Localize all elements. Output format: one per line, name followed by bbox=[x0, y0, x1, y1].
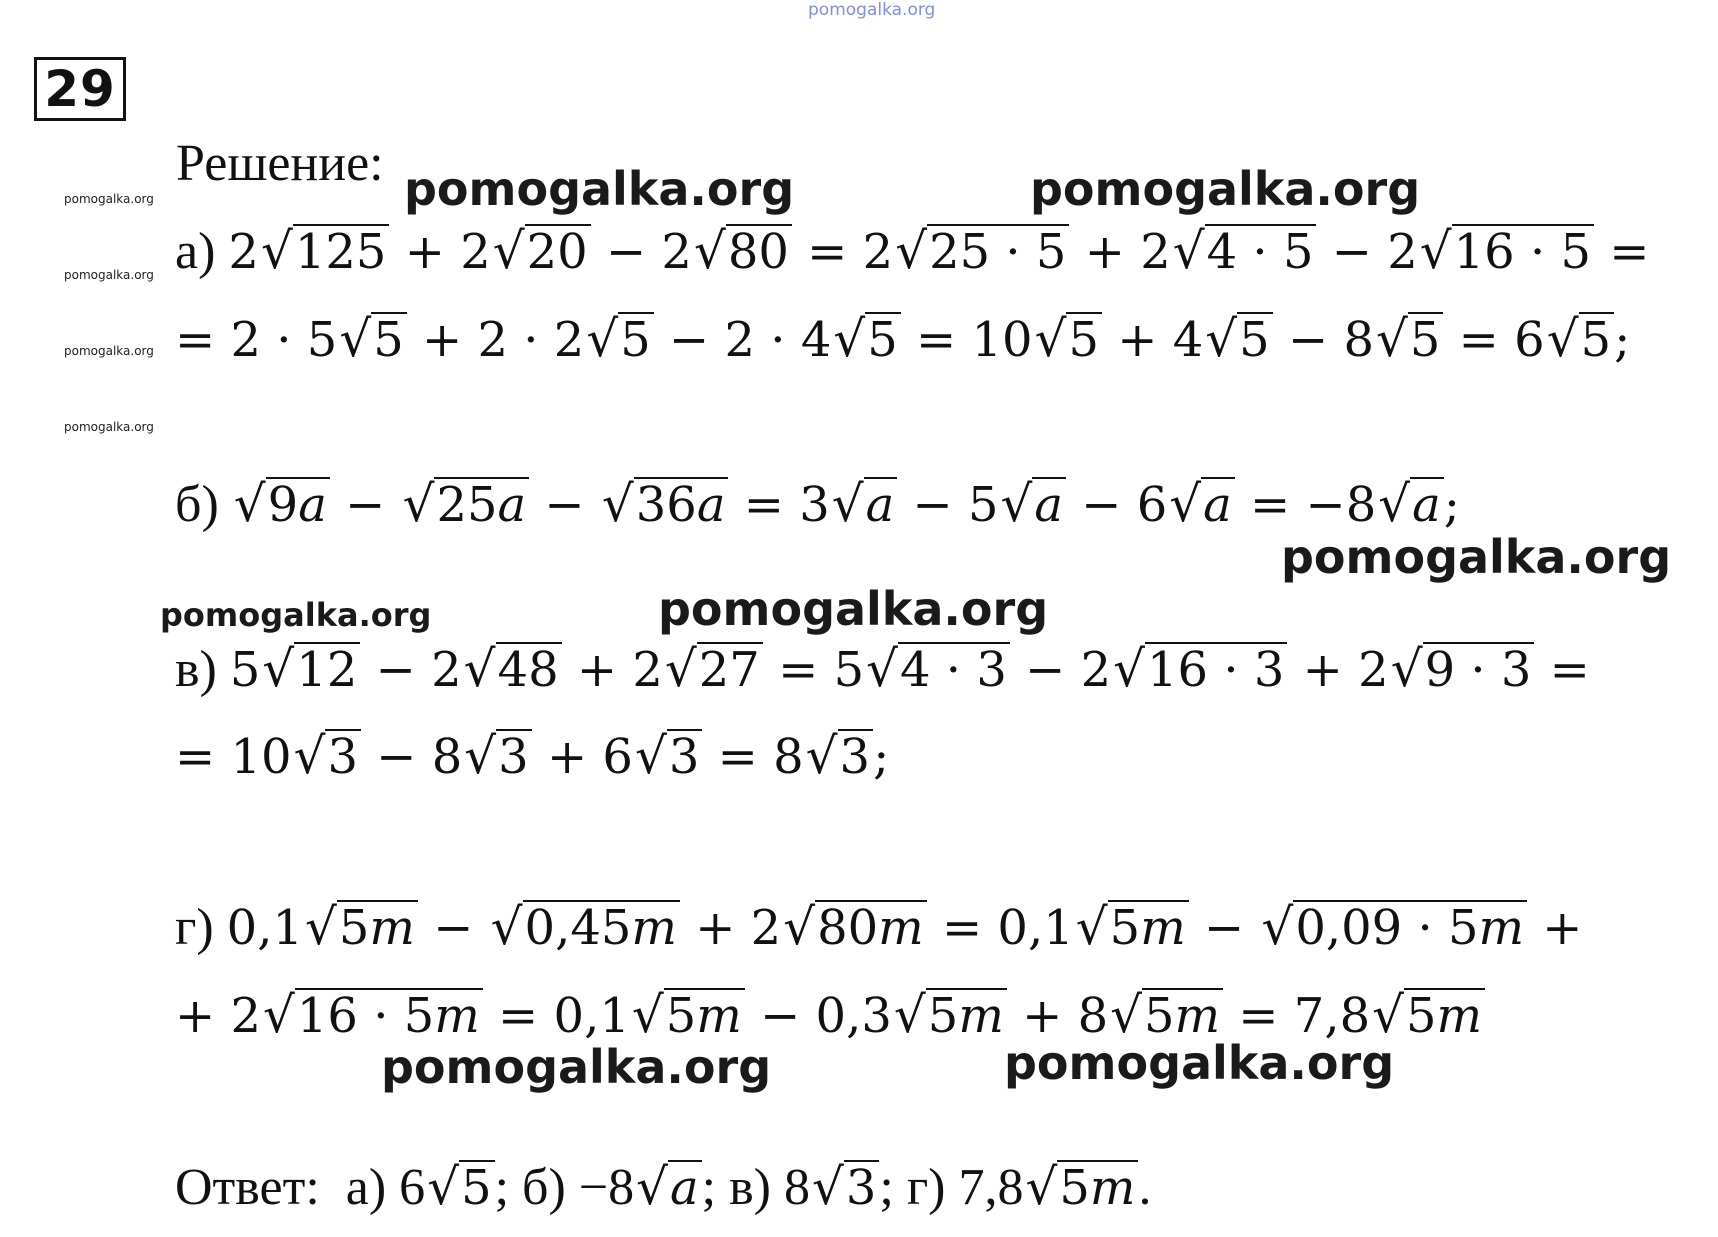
radical-sign-icon: √ bbox=[1205, 310, 1238, 368]
expression-text: + 2 · 2 bbox=[406, 312, 585, 368]
radicand: 5m bbox=[1057, 1160, 1138, 1215]
square-root bbox=[894, 986, 1007, 1044]
square-root bbox=[263, 986, 483, 1044]
radicand: 5m bbox=[1404, 988, 1485, 1043]
radicand: 25 · 5 bbox=[927, 224, 1069, 279]
item-g-line-1 bbox=[175, 898, 1583, 957]
square-root bbox=[665, 640, 763, 698]
expression-text: + bbox=[1527, 900, 1583, 956]
square-root bbox=[262, 640, 360, 698]
watermark: pomogalka.org bbox=[381, 1040, 772, 1094]
item-label: г) bbox=[175, 899, 227, 956]
square-root bbox=[339, 310, 406, 368]
radical-sign-icon: √ bbox=[631, 986, 664, 1044]
radicand: 9a bbox=[266, 477, 330, 532]
square-root bbox=[1026, 1158, 1139, 1216]
radical-sign-icon: √ bbox=[463, 640, 496, 698]
square-root bbox=[1205, 310, 1272, 368]
radicand: 5m bbox=[926, 988, 1007, 1043]
radicand: a bbox=[1032, 477, 1066, 532]
radical-sign-icon: √ bbox=[693, 222, 726, 280]
square-root bbox=[464, 640, 562, 698]
expression-text: − 2 bbox=[1009, 642, 1112, 698]
expression-text: − 0,3 bbox=[744, 988, 892, 1044]
expression-text: − 2 bbox=[1316, 224, 1418, 280]
expression-text: = 2 · 5 bbox=[175, 312, 338, 368]
watermark: pomogalka.org bbox=[404, 162, 795, 216]
radical-sign-icon: √ bbox=[492, 222, 525, 280]
square-root bbox=[586, 310, 653, 368]
radicand: 9 · 3 bbox=[1423, 642, 1535, 697]
expression-text: + 2 bbox=[389, 224, 491, 280]
radical-sign-icon: √ bbox=[805, 727, 838, 785]
radicand: a bbox=[1410, 477, 1444, 532]
radicand: 5m bbox=[664, 988, 745, 1043]
radical-sign-icon: √ bbox=[262, 640, 295, 698]
radicand: 5m bbox=[337, 900, 418, 955]
expression-text: = 3 bbox=[728, 477, 830, 533]
item-a-line-1 bbox=[175, 222, 1650, 281]
radicand: 3 bbox=[838, 729, 874, 784]
radicand: a bbox=[668, 1160, 702, 1215]
expression-text: = 2 bbox=[791, 224, 894, 280]
square-root bbox=[427, 1158, 494, 1216]
expression-text: + 2 bbox=[561, 642, 663, 698]
radicand: 5 bbox=[371, 312, 407, 367]
radicand: 12 bbox=[294, 642, 360, 697]
radical-sign-icon: √ bbox=[833, 310, 866, 368]
radical-sign-icon: √ bbox=[1075, 898, 1108, 956]
radical-sign-icon: √ bbox=[831, 475, 864, 533]
square-root bbox=[1113, 640, 1287, 698]
expression-text: − bbox=[529, 477, 600, 533]
expression-text: ; bbox=[1614, 312, 1631, 368]
item-a-line-2 bbox=[175, 310, 1630, 368]
radicand: 0,09 · 5m bbox=[1293, 900, 1527, 955]
radical-sign-icon: √ bbox=[1372, 986, 1404, 1044]
expression-text: − 2 · 4 bbox=[653, 312, 832, 368]
square-root bbox=[403, 475, 530, 533]
radicand: 3 bbox=[325, 729, 361, 784]
expression-text: + 8 bbox=[1006, 988, 1109, 1044]
square-root bbox=[1001, 475, 1067, 533]
square-root bbox=[493, 222, 591, 280]
expression-text: ; г) 7,8 bbox=[879, 1159, 1024, 1216]
radicand: 80m bbox=[815, 900, 927, 955]
radicand: a bbox=[1201, 477, 1235, 532]
square-root bbox=[866, 640, 1010, 698]
square-root bbox=[1378, 475, 1444, 533]
radical-sign-icon: √ bbox=[1390, 640, 1423, 698]
radical-sign-icon: √ bbox=[664, 640, 697, 698]
item-label: а) bbox=[175, 223, 229, 280]
radicand: 5m bbox=[1108, 900, 1189, 955]
square-root bbox=[294, 727, 361, 785]
expression-text: − 8 bbox=[1272, 312, 1374, 368]
watermark: pomogalka.org bbox=[160, 596, 432, 634]
item-v-line-2 bbox=[175, 727, 889, 785]
expression-text: + 2 bbox=[175, 988, 262, 1044]
radicand: 5 bbox=[1579, 312, 1615, 367]
expression-text: − 5 bbox=[897, 477, 999, 533]
radicand: 36a bbox=[634, 477, 729, 532]
square-root bbox=[1110, 986, 1223, 1044]
radical-sign-icon: √ bbox=[1261, 898, 1294, 956]
radical-sign-icon: √ bbox=[1025, 1158, 1058, 1216]
solution-label: Решение: bbox=[176, 135, 384, 192]
radicand: 125 bbox=[293, 224, 390, 279]
top-watermark: pomogalka.org bbox=[808, 0, 936, 20]
expression-text: = 8 bbox=[702, 729, 804, 785]
expression-text: = 5 bbox=[762, 642, 865, 698]
expression-text: 2 bbox=[228, 224, 259, 280]
square-root bbox=[895, 222, 1069, 280]
expression-text: + 2 bbox=[1287, 642, 1389, 698]
expression-text: − 8 bbox=[360, 729, 463, 785]
square-root bbox=[234, 475, 330, 533]
radical-sign-icon: √ bbox=[895, 222, 928, 280]
watermark: pomogalka.org bbox=[1281, 530, 1672, 584]
radical-sign-icon: √ bbox=[293, 727, 326, 785]
radical-sign-icon: √ bbox=[233, 475, 266, 533]
radicand: 25a bbox=[434, 477, 529, 532]
expression-text: − 2 bbox=[590, 224, 692, 280]
square-root bbox=[635, 727, 702, 785]
expression-text: − 6 bbox=[1066, 477, 1168, 533]
expression-text: − bbox=[417, 900, 489, 956]
radical-sign-icon: √ bbox=[1546, 310, 1579, 368]
square-root bbox=[1035, 310, 1102, 368]
item-label: Ответ: bbox=[175, 1159, 333, 1216]
expression-text: − 2 bbox=[360, 642, 462, 698]
square-root bbox=[1391, 640, 1535, 698]
square-root bbox=[1076, 898, 1189, 956]
expression-text: + 4 bbox=[1102, 312, 1204, 368]
radicand: a bbox=[864, 477, 898, 532]
expression-text: ; bbox=[1443, 477, 1460, 533]
radical-sign-icon: √ bbox=[634, 727, 667, 785]
radical-sign-icon: √ bbox=[1378, 475, 1411, 533]
radicand: 16 · 5m bbox=[295, 988, 483, 1043]
item-v-line-1 bbox=[175, 640, 1590, 699]
radicand: 5 bbox=[459, 1160, 495, 1215]
radical-sign-icon: √ bbox=[636, 1158, 669, 1216]
square-root bbox=[261, 222, 390, 280]
watermark: pomogalka.org bbox=[1030, 162, 1421, 216]
answer-line bbox=[175, 1158, 1151, 1217]
square-root bbox=[694, 222, 792, 280]
radicand: 5 bbox=[1237, 312, 1273, 367]
radical-sign-icon: √ bbox=[1169, 475, 1202, 533]
radicand: 5 bbox=[618, 312, 654, 367]
square-root bbox=[1376, 310, 1443, 368]
radical-sign-icon: √ bbox=[490, 898, 523, 956]
radicand: 5 bbox=[865, 312, 901, 367]
radical-sign-icon: √ bbox=[339, 310, 372, 368]
expression-text: а) 6 bbox=[332, 1159, 426, 1216]
expression-text: = 0,1 bbox=[482, 988, 630, 1044]
side-watermark: pomogalka.org bbox=[64, 420, 154, 434]
radical-sign-icon: √ bbox=[893, 986, 926, 1044]
expression-text: = 6 bbox=[1443, 312, 1545, 368]
radical-sign-icon: √ bbox=[1172, 222, 1205, 280]
expression-text: . bbox=[1138, 1159, 1152, 1216]
radical-sign-icon: √ bbox=[260, 222, 293, 280]
radicand: 3 bbox=[844, 1160, 880, 1215]
square-root bbox=[636, 1158, 702, 1216]
expression-text: + 6 bbox=[531, 729, 633, 785]
expression-text: ; б) −8 bbox=[494, 1159, 635, 1216]
square-root bbox=[1372, 986, 1485, 1044]
radicand: 3 bbox=[667, 729, 703, 784]
expression-text: = 0,1 bbox=[926, 900, 1074, 956]
expression-text: 5 bbox=[229, 642, 261, 698]
radicand: 80 bbox=[726, 224, 792, 279]
expression-text: = 10 bbox=[175, 729, 292, 785]
radical-sign-icon: √ bbox=[811, 1158, 844, 1216]
radical-sign-icon: √ bbox=[263, 986, 295, 1044]
square-root bbox=[1261, 898, 1527, 956]
square-root bbox=[464, 727, 531, 785]
radical-sign-icon: √ bbox=[1419, 222, 1452, 280]
square-root bbox=[812, 1158, 879, 1216]
radicand: 16 · 3 bbox=[1145, 642, 1287, 697]
watermark: pomogalka.org bbox=[1004, 1036, 1395, 1090]
side-watermark: pomogalka.org bbox=[64, 192, 154, 206]
expression-text: − bbox=[1188, 900, 1260, 956]
radical-sign-icon: √ bbox=[1113, 640, 1146, 698]
expression-text: 0,1 bbox=[226, 900, 303, 956]
expression-text: = 7,8 bbox=[1223, 988, 1371, 1044]
radical-sign-icon: √ bbox=[1034, 310, 1067, 368]
radical-sign-icon: √ bbox=[427, 1158, 460, 1216]
radical-sign-icon: √ bbox=[586, 310, 619, 368]
radicand: 0,45m bbox=[523, 900, 680, 955]
expression-text: = bbox=[1594, 224, 1650, 280]
square-root bbox=[783, 898, 926, 956]
radical-sign-icon: √ bbox=[866, 640, 898, 698]
radical-sign-icon: √ bbox=[305, 898, 337, 956]
radicand: 4 · 5 bbox=[1205, 224, 1317, 279]
watermark: pomogalka.org bbox=[658, 582, 1049, 636]
radical-sign-icon: √ bbox=[783, 898, 816, 956]
radicand: 5m bbox=[1142, 988, 1223, 1043]
expression-text: ; в) 8 bbox=[701, 1159, 810, 1216]
item-label: в) bbox=[175, 641, 230, 698]
radicand: 27 bbox=[697, 642, 763, 697]
square-root bbox=[833, 310, 900, 368]
radical-sign-icon: √ bbox=[464, 727, 497, 785]
radicand: 5 bbox=[1408, 312, 1444, 367]
expression-text: ; bbox=[873, 729, 890, 785]
item-b-line-1 bbox=[175, 475, 1460, 534]
expression-text: − bbox=[329, 477, 401, 533]
expression-text: = 10 bbox=[900, 312, 1033, 368]
radicand: 20 bbox=[525, 224, 591, 279]
radical-sign-icon: √ bbox=[1110, 986, 1142, 1044]
square-root bbox=[1420, 222, 1594, 280]
square-root bbox=[832, 475, 898, 533]
side-watermark: pomogalka.org bbox=[64, 268, 154, 282]
square-root bbox=[491, 898, 680, 956]
expression-text: + 2 bbox=[679, 900, 782, 956]
square-root bbox=[305, 898, 418, 956]
radical-sign-icon: √ bbox=[1376, 310, 1408, 368]
square-root bbox=[632, 986, 745, 1044]
radicand: 16 · 5 bbox=[1452, 224, 1594, 279]
item-g-line-2 bbox=[175, 986, 1485, 1044]
square-root bbox=[602, 475, 729, 533]
square-root bbox=[1547, 310, 1614, 368]
item-label: б) bbox=[175, 476, 232, 533]
radicand: 48 bbox=[496, 642, 562, 697]
exercise-number: 29 bbox=[34, 57, 126, 121]
square-root bbox=[806, 727, 873, 785]
square-root bbox=[1173, 222, 1317, 280]
radicand: 4 · 3 bbox=[898, 642, 1010, 697]
expression-text: + 2 bbox=[1069, 224, 1171, 280]
side-watermark: pomogalka.org bbox=[64, 344, 154, 358]
expression-text: = bbox=[1534, 642, 1590, 698]
radical-sign-icon: √ bbox=[601, 475, 634, 533]
radicand: 5 bbox=[1066, 312, 1102, 367]
square-root bbox=[1169, 475, 1235, 533]
expression-text: = −8 bbox=[1234, 477, 1377, 533]
radical-sign-icon: √ bbox=[402, 475, 435, 533]
radicand: 3 bbox=[496, 729, 532, 784]
radical-sign-icon: √ bbox=[1000, 475, 1033, 533]
